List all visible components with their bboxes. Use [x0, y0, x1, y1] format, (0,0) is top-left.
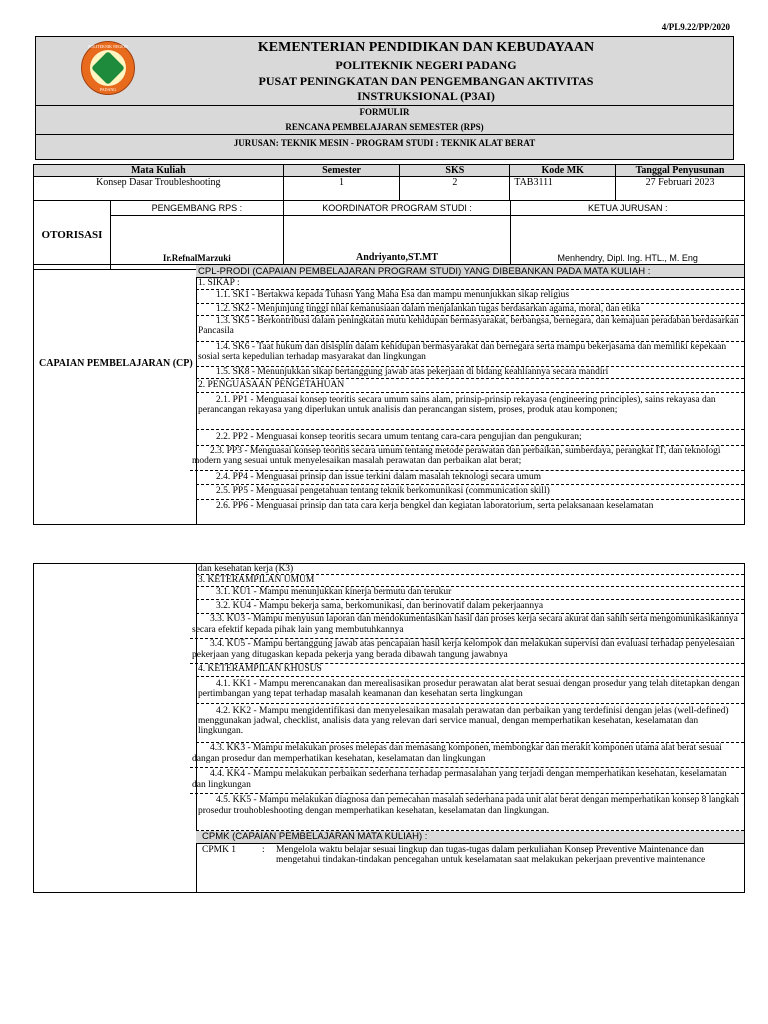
umum-item: 3.1. KU1 - Mampu menunjukkan kinerja bermutu dan terukur [196, 587, 744, 600]
value-mata-kuliah: Konsep Dasar Troubleshooting [34, 177, 284, 201]
coordinator-heading: KOORDINATOR PROGRAM STUDI : [283, 201, 511, 216]
pengetahuan-continuation: dan kesehatan kerja (K3) [196, 564, 744, 575]
khusus-item: 4.2. KK2 - Mampu mengidentifikasi dan menyelesaikan masalah perawatan dan perbaikan yang terdefinisi dengan jelas (well-defined) menggunakan jadwal, checklist, analisis data yang relevan dari service manual, dengan memperhatikan kesehatan, keselamatan dan lingkungan. [196, 704, 744, 743]
authorization-table [33, 200, 745, 270]
umum-title: 3. KETERAMPILAN UMUM [196, 575, 744, 587]
sikap-item: 1.5. SK8 - Menunjukkan sikap bertanggung jawab atas pekerjaan di bidang keahliannya secara mandiri [196, 367, 744, 379]
head-heading: KETUA JURUSAN : [511, 201, 745, 216]
authorization-label: OTORISASI [34, 201, 111, 270]
pengetahuan-item: 2.5. PP5 - Menguasai pengetahuan tentang teknik berkomunikasi (communication skill) [196, 485, 744, 500]
document-code: 4/PL9.22/PP/2020 [661, 22, 730, 32]
course-info-table [33, 164, 745, 201]
header-semester: Semester [283, 165, 400, 177]
cpmk-1-key: CPMK 1 [202, 845, 237, 855]
cp-section-page-1 [33, 264, 745, 525]
pengetahuan-item: 2.1. PP1 - Menguasai konsep teoritis secara umum sains alam, prinsip-prinsip rekayasa (engineering principles), sains rekayasa dan perancangan rekayasa yang diperlukan untuk analisis dan perancangan sistem, proses, produk atau komponen; [196, 393, 744, 430]
course-info-header-row [34, 165, 745, 177]
cpmk-1-text: Mengelola waktu belajar sesuai lingkup dan tugas-tugas dalam perkuliahan Konsep Preventive Maintenance dan mengetahui tindakan-tindakan pencegahan untuk keselamatan saat melakukan pekerjaan preventive maintenance [276, 845, 706, 865]
header-kode-mk: Kode MK [510, 165, 616, 177]
umum-item: 3.2. KU4 - Mampu bekerja sama, berkomunikasi, dan berinovatif dalam pekerjaannya [196, 600, 744, 614]
umum-item: 3.4. KU5 - Mampu bertanggung jawab atas pencapaian hasil kerja kelompok dan melakukan supervisi dan evaluasi terhadap penyelesaian pekerjaan yang ditugaskan kepada pekerja yang berada dibawah tangung jawabnya [190, 639, 744, 664]
unit-title-2: INSTRUKSIONAL (P3AI) [357, 89, 495, 103]
sikap-item: 1.4. SK6 - Taat hukum dan disisplin dalam kehidupan bermasyarakat dan bernegara serta mampu bekerjasama dan memiliki kepekaan sosial serta kepedulian terhadap masyarakat dan lingkungan [196, 342, 744, 367]
value-semester: 1 [283, 177, 400, 201]
sikap-item: 1.1. SK1 - Bertakwa kepada Tuhasn Yang Maha Esa dan mampu menunjukkan sikap religius [196, 290, 744, 304]
header-box [35, 36, 734, 160]
header-mata-kuliah: Mata Kuliah [34, 165, 284, 177]
khusus-item: 4.5. KK5 - Mampu melakukan diagnosa dan pemecahan masalah sederhana pada unit alat berat dengan memperhatikan konsep 8 langkah prosedur trouhobleshooting dengan memperhatikan kesehatan, keselamatan dan lingkungan. [196, 794, 744, 831]
form-label: FORMULIR [359, 107, 410, 117]
institution-logo [81, 41, 135, 95]
pengetahuan-item: 2.3. PP3 - Menguasai konsep teoritis secara umum tentang metode perawatan dan perbaikan, sumberdaya, perangkat IT, dan teknologi modern yang sesuai untuk menyelesaikan masalah perawatan dan perbaikan alat berat; [190, 446, 744, 471]
coordinator-name: Andriyanto,ST.MT [283, 216, 511, 270]
institution-title: POLITEKNIK NEGERI PADANG [335, 58, 517, 72]
form-title: RENCANA PEMBELAJARAN SEMESTER (RPS) [285, 122, 484, 132]
pengetahuan-title: 2. PENGUASAAN PENGETAHUAN [196, 379, 744, 393]
value-sks: 2 [400, 177, 510, 201]
pengetahuan-item: 2.2. PP2 - Menguasai konsep teoritis secara umum tentang cara-cara pengujian dan pengukuran; [196, 430, 744, 446]
khusus-item: 4.1. KK1 - Mampu merencanakan dan merealisasikan prosedur perawatan alat berat sesuai dengan prosedur yang telah ditetapkan dengan pertimbangan yang tepat terhadap masalah keamanan dan kesehatan serta lingkungan [196, 677, 744, 704]
developer-name: Ir.RefnalMarzuki [110, 216, 283, 270]
developer-heading: PENGEMBANG RPS : [110, 201, 283, 216]
sikap-item: 1.2. SK2 - Menjunjung tinggi nilai kemanusiaan dalam menjalankan tugas berdasarkan agama, moral, dan etika [196, 304, 744, 316]
cpmk-1-row [196, 844, 744, 865]
logo-text-top: POLITEKNIK NEGERI [88, 44, 128, 49]
sikap-title: 1. SIKAP : [196, 278, 744, 290]
logo-text-bottom: PADANG [99, 87, 117, 92]
value-tanggal: 27 Februari 2023 [616, 177, 745, 201]
pengetahuan-item: 2.4. PP4 - Menguasai prinsip dan issue terkini dalam masalah teknologi secara umum [196, 471, 744, 485]
pengetahuan-item: 2.6. PP6 - Menguasai prinsip dan tata cara kerja bengkel dan kegiatan laboratorium, serta pelaksanaan keselamatan [216, 501, 654, 511]
department-line: JURUSAN: TEKNIK MESIN - PROGRAM STUDI : TEKNIK ALAT BERAT [233, 138, 536, 148]
cpmk-1-colon: : [262, 845, 265, 855]
sikap-item: 1.3. SK5 - Berkontribusi dalam peningkatan mutu kehidupan bermasyarakat, berbangsa, bernegara, dan kemajuan peradaban berdasarkan Pancasila [196, 316, 744, 342]
course-info-value-row [34, 177, 745, 201]
khusus-item: 4.4. KK4 - Mampu melakukan perbaikan sederhana terhadap permasalahan yang terjadi dengan memperhatikan kesehatan, keselamatan dan lingkungan [190, 768, 744, 794]
unit-title-1: PUSAT PENINGKATAN DAN PENGEMBANGAN AKTIVITAS [258, 74, 594, 88]
head-name: Menhendry, Dipl. Ing. HTL., M. Eng [511, 216, 745, 270]
cpl-header: CPL-PRODI (CAPAIAN PEMBELAJARAN PROGRAM STUDI) YANG DIBEBANKAN PADA MATA KULIAH : [196, 265, 744, 278]
header-tanggal: Tanggal Penyusunan [616, 165, 745, 177]
ministry-title: KEMENTERIAN PENDIDIKAN DAN KEBUDAYAAN [257, 40, 595, 55]
header-sks: SKS [400, 165, 510, 177]
cpmk-header: CPMK (CAPAIAN PEMBELAJARAN MATA KULIAH) : [196, 831, 744, 844]
khusus-item: 4.3. KK3 - Mampu melakukan proses melepas dan memasang komponen, membongkar dan merakit komponen utama alat berat sesuai dangan prosedur dan memperhatikan kesehatan, keselamatan dan lingkungan [190, 743, 744, 768]
cp-section-page-2 [33, 563, 745, 893]
cp-label: CAPAIAN PEMBELAJARAN (CP) [39, 358, 193, 369]
khusus-title: 4. KETERAMPILAN KHUSUS [196, 664, 744, 677]
value-kode-mk: TAB3111 [510, 177, 616, 201]
umum-item: 3.3. KU3 - Mampu menyusun laporan dan mendokumentasikan hasil dan proses kerja secara akurat dan sahih serta mengomunikasikannya secara efektif kepada pihak lain yang membutuhkannya [190, 614, 744, 639]
